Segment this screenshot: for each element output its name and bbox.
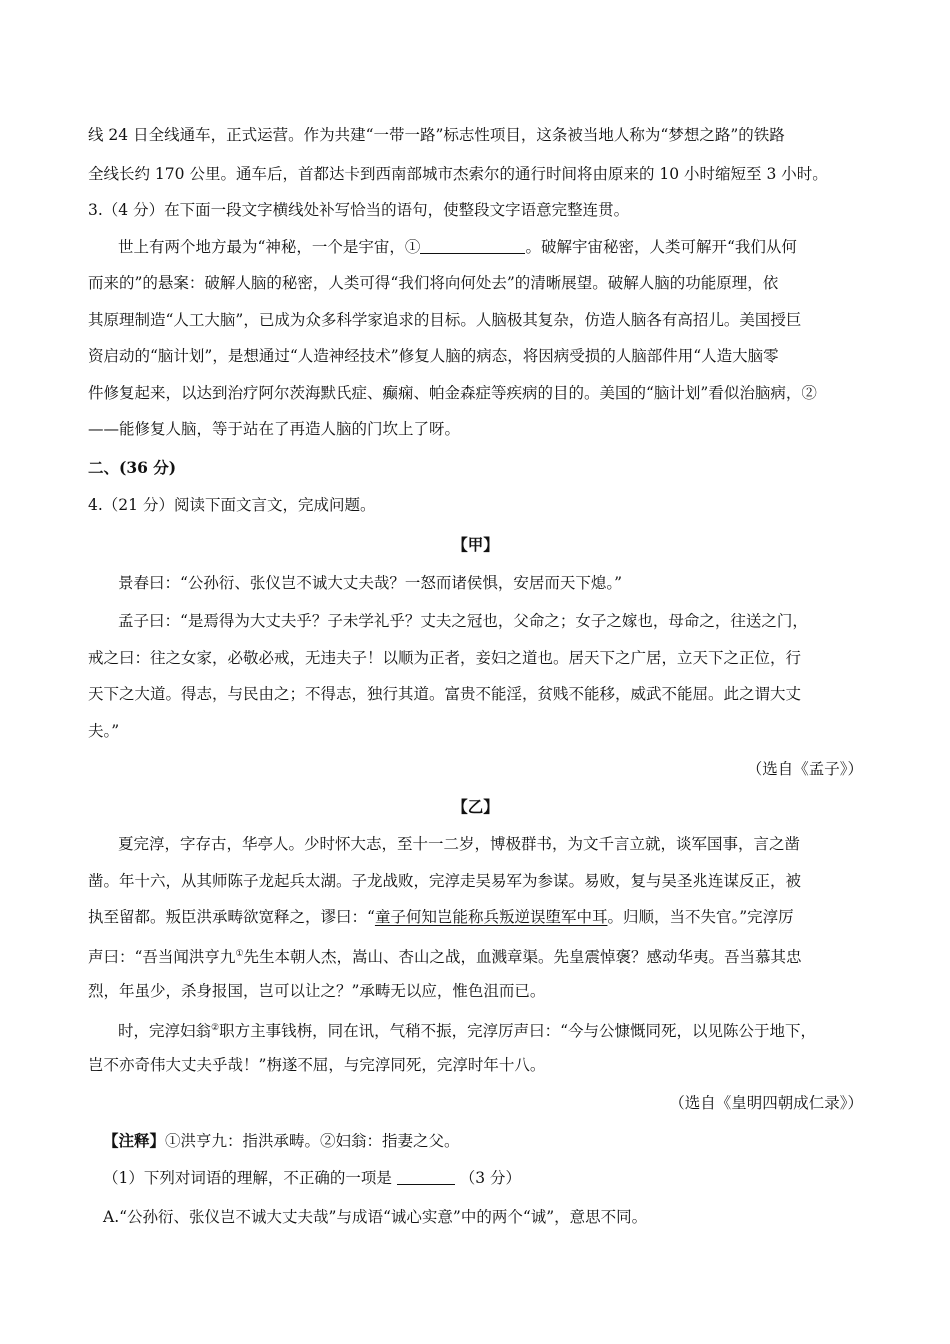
passage-yi-line-4 (88, 944, 863, 967)
q3-text-start: 世上有两个地方最为“神秘，一个是宇宙，① (118, 238, 421, 256)
yi-line-4-start: 声曰：“吾当闻洪亨九 (88, 948, 236, 966)
answer-blank-1[interactable] (420, 239, 525, 254)
question-4-stem: 4.（21 分）阅读下面文言文，完成问题。 (88, 496, 376, 514)
yi-line-6-end: 职方主事钱栴，同在讯，气稍不振，完淳厉声曰：“今与公慷慨同死，以见陈公于地下， (219, 1022, 817, 1040)
section-2-title: 二、(36 分) (88, 458, 177, 477)
passage-jia-heading: 【甲】 (452, 535, 499, 554)
q3-text-end: 。破解宇宙秘密，人类可解开“我们从何 (525, 238, 797, 256)
passage-jia-line-5: 夫。” (88, 722, 120, 740)
question-3-paragraph-line-6: ——能修复人脑，等于站在了再造人脑的门坎上了呀。 (88, 420, 461, 438)
underlined-sentence: 童子何知岂能称兵叛逆误堕军中耳 (374, 908, 608, 926)
answer-blank-2[interactable] (397, 1170, 455, 1185)
footnote-marker-2: ② (211, 1023, 220, 1033)
passage-jia-line-2: 孟子曰：“是焉得为大丈夫乎？子未学礼乎？丈夫之冠也，父命之；女子之嫁也，母命之，往送之门， (118, 612, 808, 630)
option-a: A.“公孙衍、张仪岂不诚大丈夫哉”与成语“诚心实意”中的两个“诚”，意思不同。 (103, 1208, 648, 1226)
passage-jia-line-3: 戒之曰：往之女家，必敬必戒，无违夫子！以顺为正者，妾妇之道也。居天下之广居，立天下之正位，行 (88, 649, 802, 667)
passage-yi-heading: 【乙】 (452, 797, 499, 816)
sub-question-1-text: （1）下列对词语的理解，不正确的一项是 (103, 1169, 392, 1187)
question-3-paragraph-line-2: 而来的”的悬案：破解人脑的秘密，人类可得“我们将向何处去”的清晰展望。破解人脑的功能原理，依 (88, 274, 779, 292)
intro-line-2: 全线长约 170 公里。通车后，首都达卡到西南部城市杰索尔的通行时间将由原来的 10 小时缩短至 3 小时。 (88, 165, 828, 183)
passage-yi-source: （选自《皇明四朝成仁录》） (669, 1094, 863, 1112)
yi-line-3-start: 执至留都。叛臣洪承畴欲宽释之，谬曰：“ (88, 908, 375, 926)
passage-jia-line-1: 景春曰：“公孙衍、张仪岂不诚大丈夫哉？一怒而诸侯惧，安居而天下熄。” (118, 574, 623, 592)
intro-line-1: 线 24 日全线通车，正式运营。作为共建“一带一路”标志性项目，这条被当地人称为“梦想之路”的铁路 (88, 126, 785, 144)
annotation-notes (103, 1131, 878, 1151)
yi-line-3-end: 。归顺，当不失官。”完淳厉 (607, 908, 794, 926)
passage-yi-line-2: 凿。年十六，从其师陈子龙起兵太湖。子龙战败，完淳走吴易军为参谋。易败，复与吴圣兆连谋反正，被 (88, 872, 802, 890)
passage-jia-source: （选自《孟子》） (746, 760, 863, 778)
notes-text: ①洪亨九：指洪承畴。②妇翁：指妻之父。 (165, 1132, 460, 1150)
passage-yi-line-3 (88, 907, 863, 927)
question-3-paragraph-line-5: 件修复起来，以达到治疗阿尔茨海默氏症、癫痫、帕金森症等疾病的目的。美国的“脑计划”看似治脑病，② (88, 384, 817, 402)
sub-question-1-score: （3 分） (459, 1169, 522, 1187)
passage-jia-line-4: 天下之大道。得志，与民由之；不得志，独行其道。富贵不能淫，贫贱不能移，威武不能屈。此之谓大丈 (88, 685, 802, 703)
notes-label: 【注释】 (103, 1131, 166, 1150)
question-3-stem: 3.（4 分）在下面一段文字横线处补写恰当的语句，使整段文字语意完整连贯。 (88, 201, 630, 219)
passage-yi-line-7: 岂不亦奇伟大丈夫乎哉！”栴遂不屈，与完淳同死，完淳时年十八。 (88, 1056, 546, 1074)
footnote-marker-1: ① (235, 949, 244, 959)
yi-line-4-end: 先生本朝人杰，嵩山、杏山之战，血溅章渠。先皇震悼褒？感动华夷。吾当慕其忠 (243, 948, 802, 966)
question-3-paragraph-line-4: 资启动的“脑计划”，是想通过“人造神经技术”修复人脑的病态，将因病受损的人脑部件用“人造大脑零 (88, 347, 779, 365)
passage-yi-line-1: 夏完淳，字存古，华亭人。少时怀大志，至十一二岁，博极群书，为文千言立就，谈军国事，言之凿 (118, 835, 801, 853)
yi-line-6-start: 时，完淳妇翁 (118, 1022, 212, 1040)
question-3-paragraph-line-1 (118, 237, 863, 257)
passage-yi-line-5: 烈，年虽少，杀身报国，岂可以让之？”承畴无以应，惟色沮而已。 (88, 982, 546, 1000)
sub-question-1-stem (103, 1168, 878, 1188)
question-3-paragraph-line-3: 其原理制造“人工大脑”，已成为众多科学家追求的目标。人脑极其复杂，仿造人脑各有高招儿。美国授巨 (88, 311, 802, 329)
passage-yi-line-6 (118, 1018, 863, 1041)
